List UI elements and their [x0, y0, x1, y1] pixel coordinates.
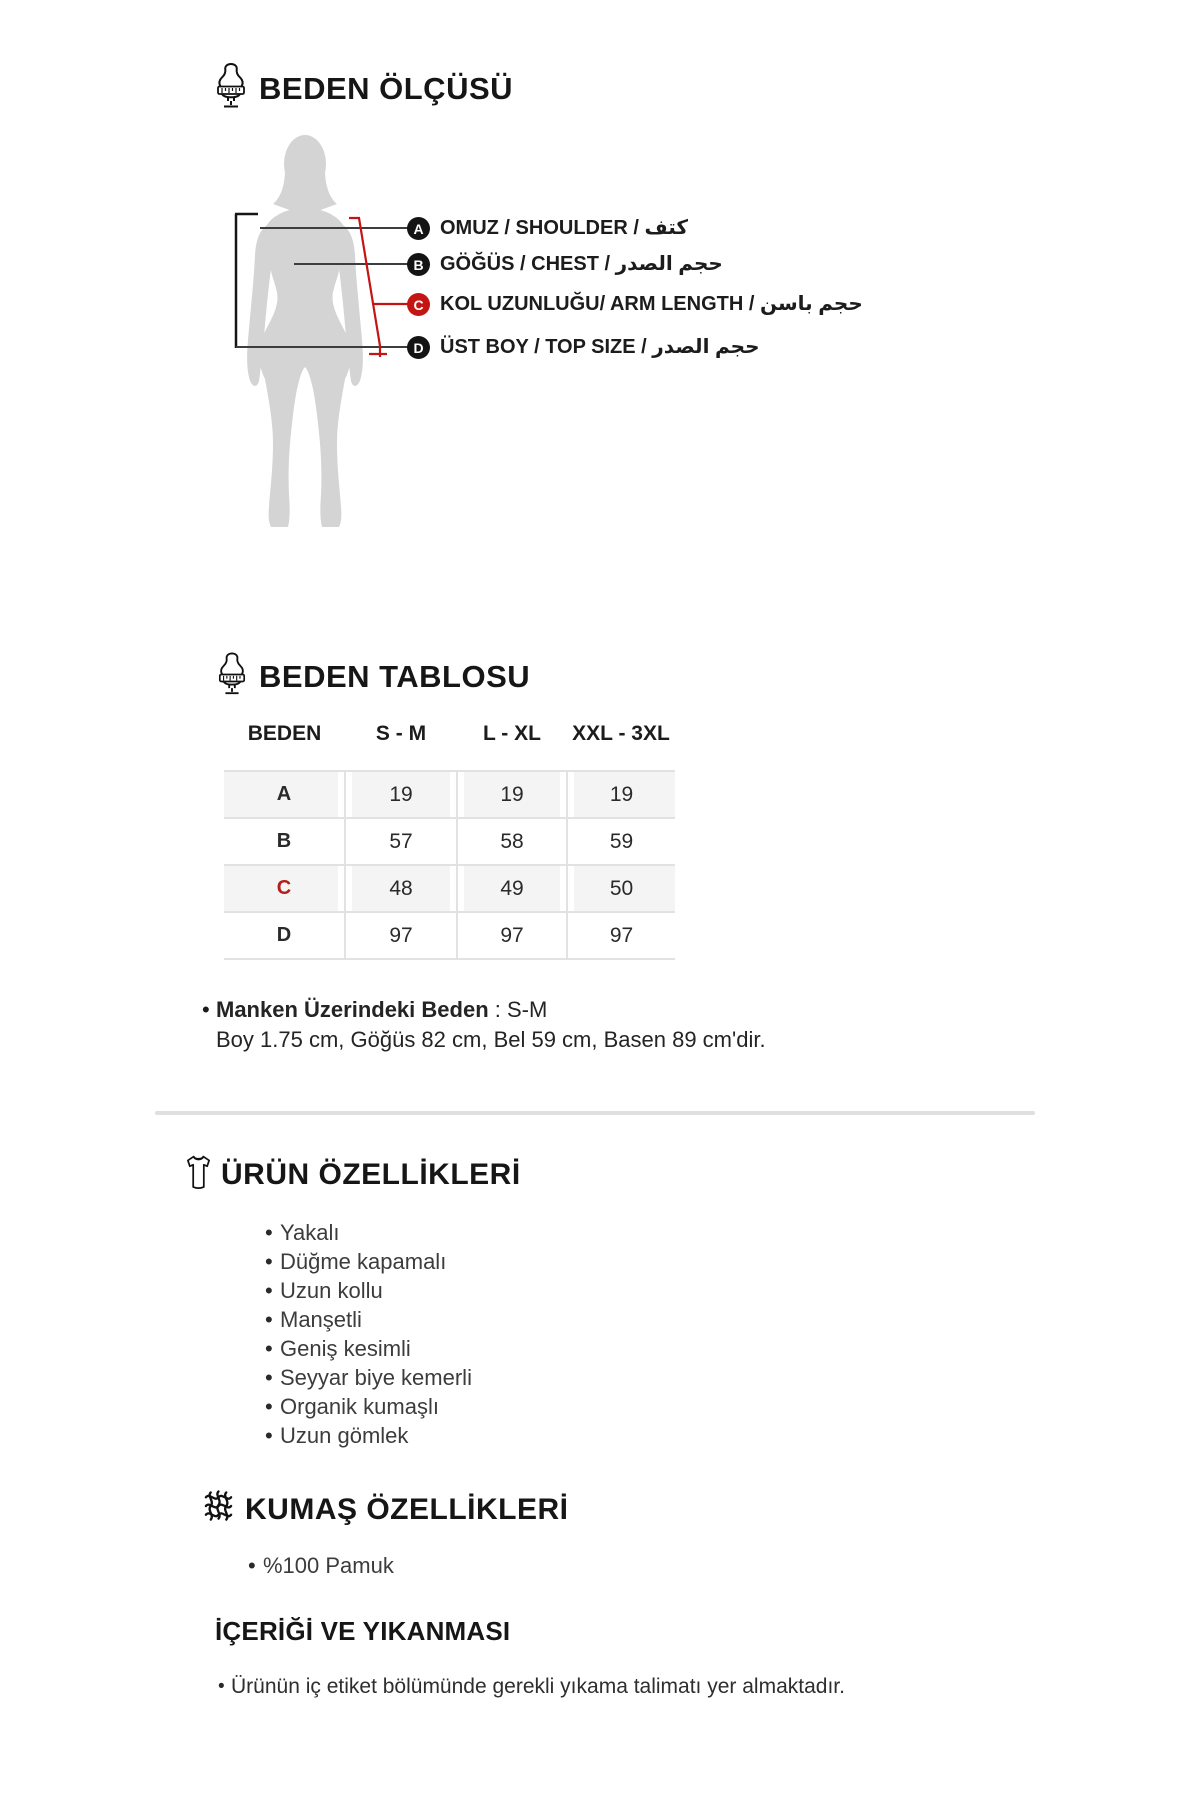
cell-value: 97 [457, 912, 567, 959]
fabric-list [248, 1551, 394, 1580]
fabric-header [202, 1487, 569, 1532]
cell-value: 19 [345, 771, 457, 818]
list-item: • Yakalı [265, 1218, 472, 1247]
cell-value: 97 [345, 912, 457, 959]
measure-badge-c: C [407, 293, 430, 316]
size-guide-title: BEDEN ÖLÇÜSÜ [259, 70, 514, 106]
cell-value: 58 [457, 818, 567, 865]
product-features-header [185, 1154, 521, 1196]
measure-label-top-size: ÜST BOY / TOP SIZE / حجم الصدر [440, 336, 760, 358]
care-title: İÇERİĞİ VE YIKANMASI [215, 1616, 511, 1646]
size-table-title: BEDEN TABLOSU [259, 658, 531, 694]
measure-badge-d: D [407, 336, 430, 359]
cell-value: 59 [567, 818, 675, 865]
list-item: • Seyyar biye kemerli [265, 1363, 472, 1392]
row-letter: D [224, 912, 345, 959]
tshirt-icon [185, 1154, 212, 1196]
size-table [224, 722, 675, 960]
cell-value: 19 [457, 771, 567, 818]
size-table-header [217, 651, 530, 702]
section-divider [155, 1111, 1035, 1115]
table-row [224, 771, 675, 818]
table-row [224, 865, 675, 912]
list-item: • Düğme kapamalı [265, 1247, 472, 1276]
list-item: • Organik kumaşlı [265, 1392, 472, 1421]
bullet-icon: • [202, 997, 210, 1022]
table-row [224, 912, 675, 959]
col-header-l-xl: L - XL [483, 722, 541, 745]
list-item: • Uzun kollu [265, 1276, 472, 1305]
row-letter: C [224, 865, 345, 912]
size-guide-header [215, 62, 513, 115]
mannequin-icon [215, 62, 247, 115]
list-item: • Uzun gömlek [265, 1421, 472, 1450]
measure-badge-a: A [407, 217, 430, 240]
fabric-weave-icon [202, 1487, 235, 1532]
list-item: • Geniş kesimli [265, 1334, 472, 1363]
fabric-title: KUMAŞ ÖZELLİKLERİ [245, 1492, 569, 1526]
care-note: • Ürünün iç etiket bölümünde gerekli yıkama talimatı yer almaktadır. [218, 1672, 891, 1702]
model-note-label: Manken Üzerindeki Beden [216, 997, 489, 1022]
cell-value: 49 [457, 865, 567, 912]
model-size-note [202, 995, 766, 1055]
product-features-list [265, 1218, 472, 1450]
measure-label-shoulder: OMUZ / SHOULDER / كتف [440, 217, 689, 239]
table-row [224, 818, 675, 865]
cell-value: 19 [567, 771, 675, 818]
list-item: • Manşetli [265, 1305, 472, 1334]
model-note-value: : S-M [494, 997, 548, 1022]
cell-value: 48 [345, 865, 457, 912]
mannequin-icon [217, 651, 247, 702]
row-letter: B [224, 818, 345, 865]
col-header-beden: BEDEN [247, 722, 322, 745]
measure-label-arm-length: KOL UZUNLUĞU/ ARM LENGTH / حجم باسن [440, 293, 863, 315]
measure-badge-b: B [407, 253, 430, 276]
cell-value: 97 [567, 912, 675, 959]
col-header-s-m: S - M [375, 722, 427, 745]
col-header-xxl-3xl: XXL - 3XL [572, 722, 670, 745]
product-features-title: ÜRÜN ÖZELLİKLERİ [221, 1158, 521, 1191]
measure-label-chest: GÖĞÜS / CHEST / حجم الصدر [440, 253, 723, 275]
cell-value: 57 [345, 818, 457, 865]
list-item: • %100 Pamuk [248, 1551, 394, 1580]
row-letter: A [224, 771, 345, 818]
cell-value: 50 [567, 865, 675, 912]
model-note-detail: Boy 1.75 cm, Göğüs 82 cm, Bel 59 cm, Basen 89 cm'dir. [216, 1027, 766, 1052]
size-table-header-row [224, 722, 675, 771]
